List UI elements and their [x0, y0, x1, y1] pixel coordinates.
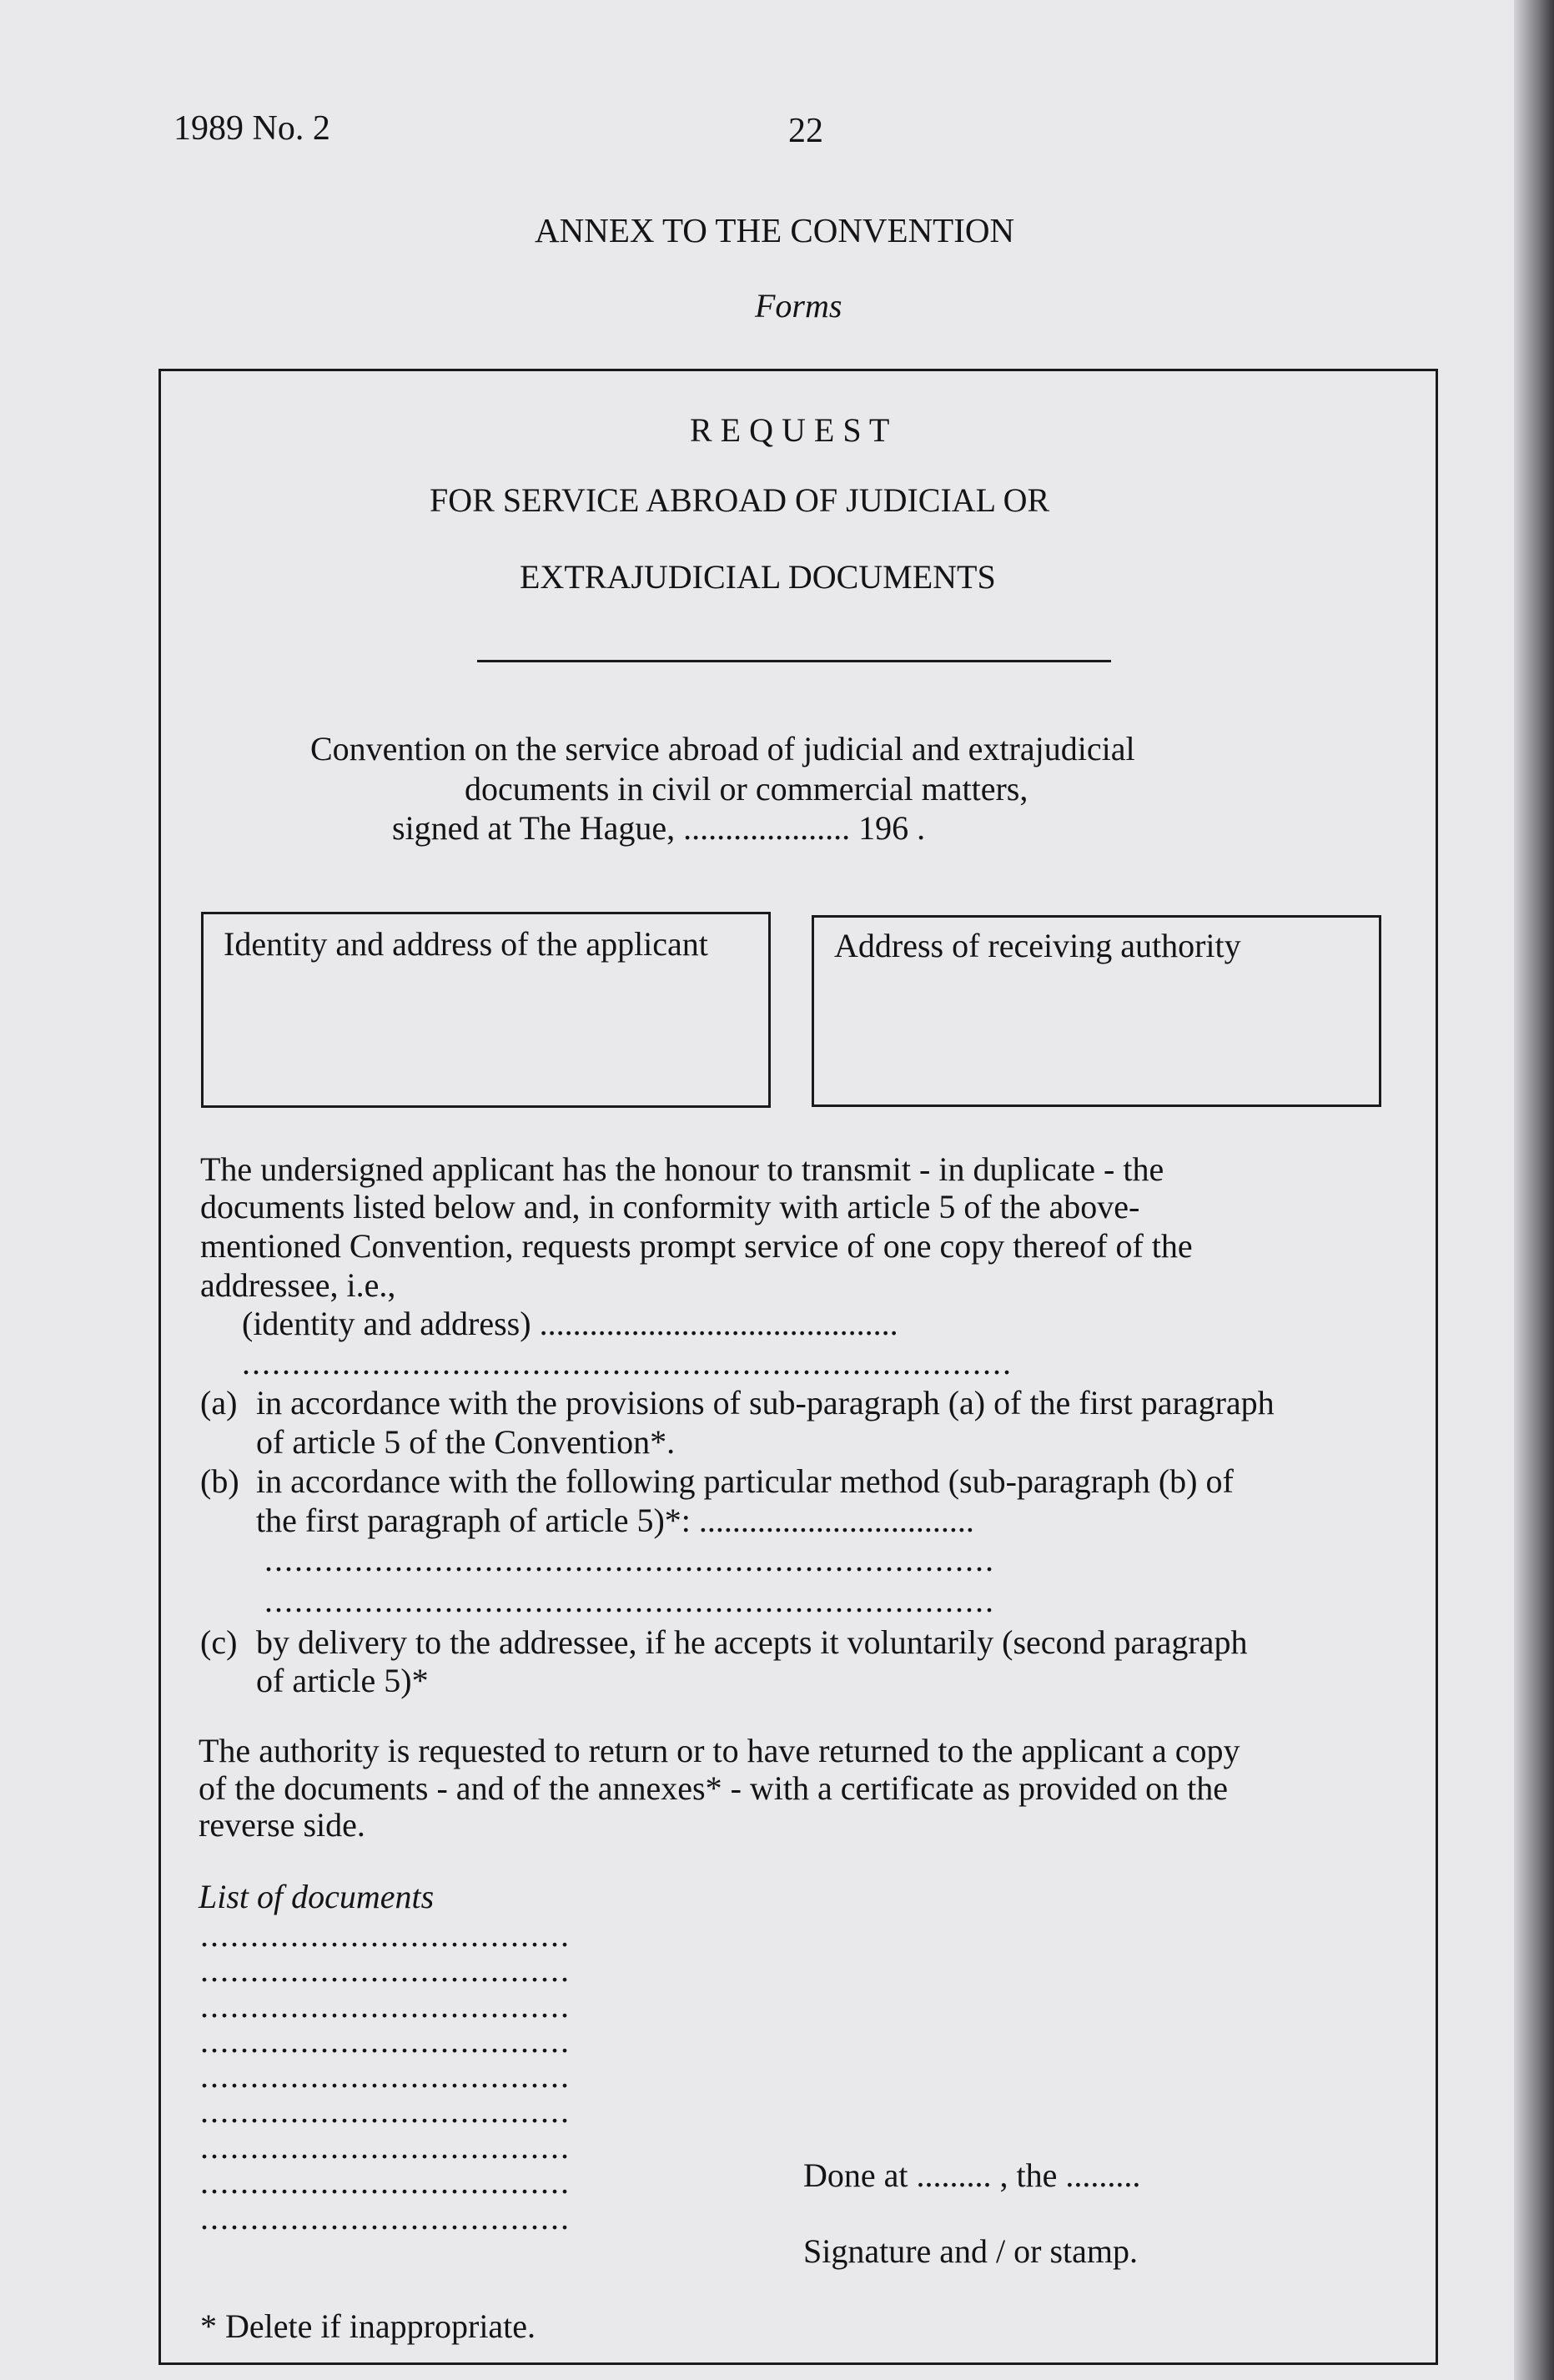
identity-dots-line: ............................................................................. — [242, 1344, 1013, 1381]
document-list-line: ..................................... — [200, 1987, 571, 2025]
done-at-line: Done at ......... , the ......... — [803, 2156, 1141, 2194]
item-b-marker: (b) — [200, 1462, 239, 1500]
convention-line-2: documents in civil or commercial matters, — [465, 770, 1028, 808]
list-of-documents-heading: List of documents — [199, 1878, 435, 1915]
transmit-paragraph-line-4: addressee, i.e., — [200, 1266, 396, 1304]
transmit-paragraph-line-1: The undersigned applicant has the honour to transmit - in duplicate - the — [200, 1150, 1164, 1188]
item-c-line-2: of article 5)* — [256, 1662, 429, 1699]
document-list-line: ..................................... — [200, 2057, 571, 2095]
page-number: 22 — [788, 112, 823, 150]
document-list-line: ..................................... — [200, 2092, 571, 2130]
return-paragraph-line-1: The authority is requested to return or to have returned to the applicant a copy — [199, 1732, 1240, 1769]
item-c-line-1: by delivery to the addressee, if he accepts it voluntarily (second paragraph — [256, 1623, 1248, 1661]
item-b-dots-2: ......................................................................... — [264, 1582, 995, 1619]
return-paragraph-line-2: of the documents - and of the annexes* - with a certificate as provided on the — [199, 1769, 1229, 1807]
title-rule — [477, 660, 1111, 662]
document-list-line: ..................................... — [200, 2163, 571, 2201]
request-title: R E Q U E S T — [690, 411, 890, 449]
document-list-line: ..................................... — [200, 2199, 571, 2237]
document-list-line: ..................................... — [200, 1916, 571, 1954]
document-list-line: ..................................... — [200, 1951, 571, 1989]
document-list-line: ..................................... — [200, 2022, 571, 2060]
item-b-line-1: in accordance with the following particular method (sub-paragraph (b) of — [256, 1462, 1234, 1500]
annex-title: ANNEX TO THE CONVENTION — [535, 211, 1015, 249]
document-list-line: ..................................... — [200, 2128, 571, 2166]
convention-line-1: Convention on the service abroad of judicial and extrajudicial — [310, 730, 1135, 767]
receiving-authority-box-label: Address of receiving authority — [834, 927, 1241, 964]
convention-line-3: signed at The Hague, .................... 196 . — [392, 809, 926, 847]
item-b-dots-1: ......................................................................... — [264, 1541, 995, 1578]
transmit-paragraph-line-2: documents listed below and, in conformity with article 5 of the above- — [200, 1188, 1140, 1225]
header-year-number: 1989 No. 2 — [174, 109, 330, 148]
return-paragraph-line-3: reverse side. — [199, 1806, 365, 1844]
forms-label: Forms — [755, 287, 842, 325]
item-a-line-2: of article 5 of the Convention*. — [256, 1423, 676, 1461]
identity-address-line: (identity and address) ........................................... — [242, 1305, 898, 1342]
item-a-marker: (a) — [200, 1384, 238, 1421]
item-c-marker: (c) — [200, 1623, 238, 1661]
footnote: * Delete if inappropriate. — [200, 2307, 536, 2345]
signature-and-stamp-label: Signature and / or stamp. — [803, 2232, 1139, 2270]
item-a-line-1: in accordance with the provisions of sub-paragraph (a) of the first paragraph — [256, 1384, 1275, 1421]
request-subtitle-2: EXTRAJUDICIAL DOCUMENTS — [520, 558, 996, 596]
page-edge-shadow — [1514, 0, 1554, 2380]
request-subtitle-1: FOR SERVICE ABROAD OF JUDICIAL OR — [430, 481, 1050, 519]
applicant-box-label: Identity and address of the applicant — [224, 925, 708, 963]
item-b-line-2: the first paragraph of article 5)*: ................................. — [256, 1502, 974, 1539]
transmit-paragraph-line-3: mentioned Convention, requests prompt service of one copy thereof of the — [200, 1227, 1193, 1265]
